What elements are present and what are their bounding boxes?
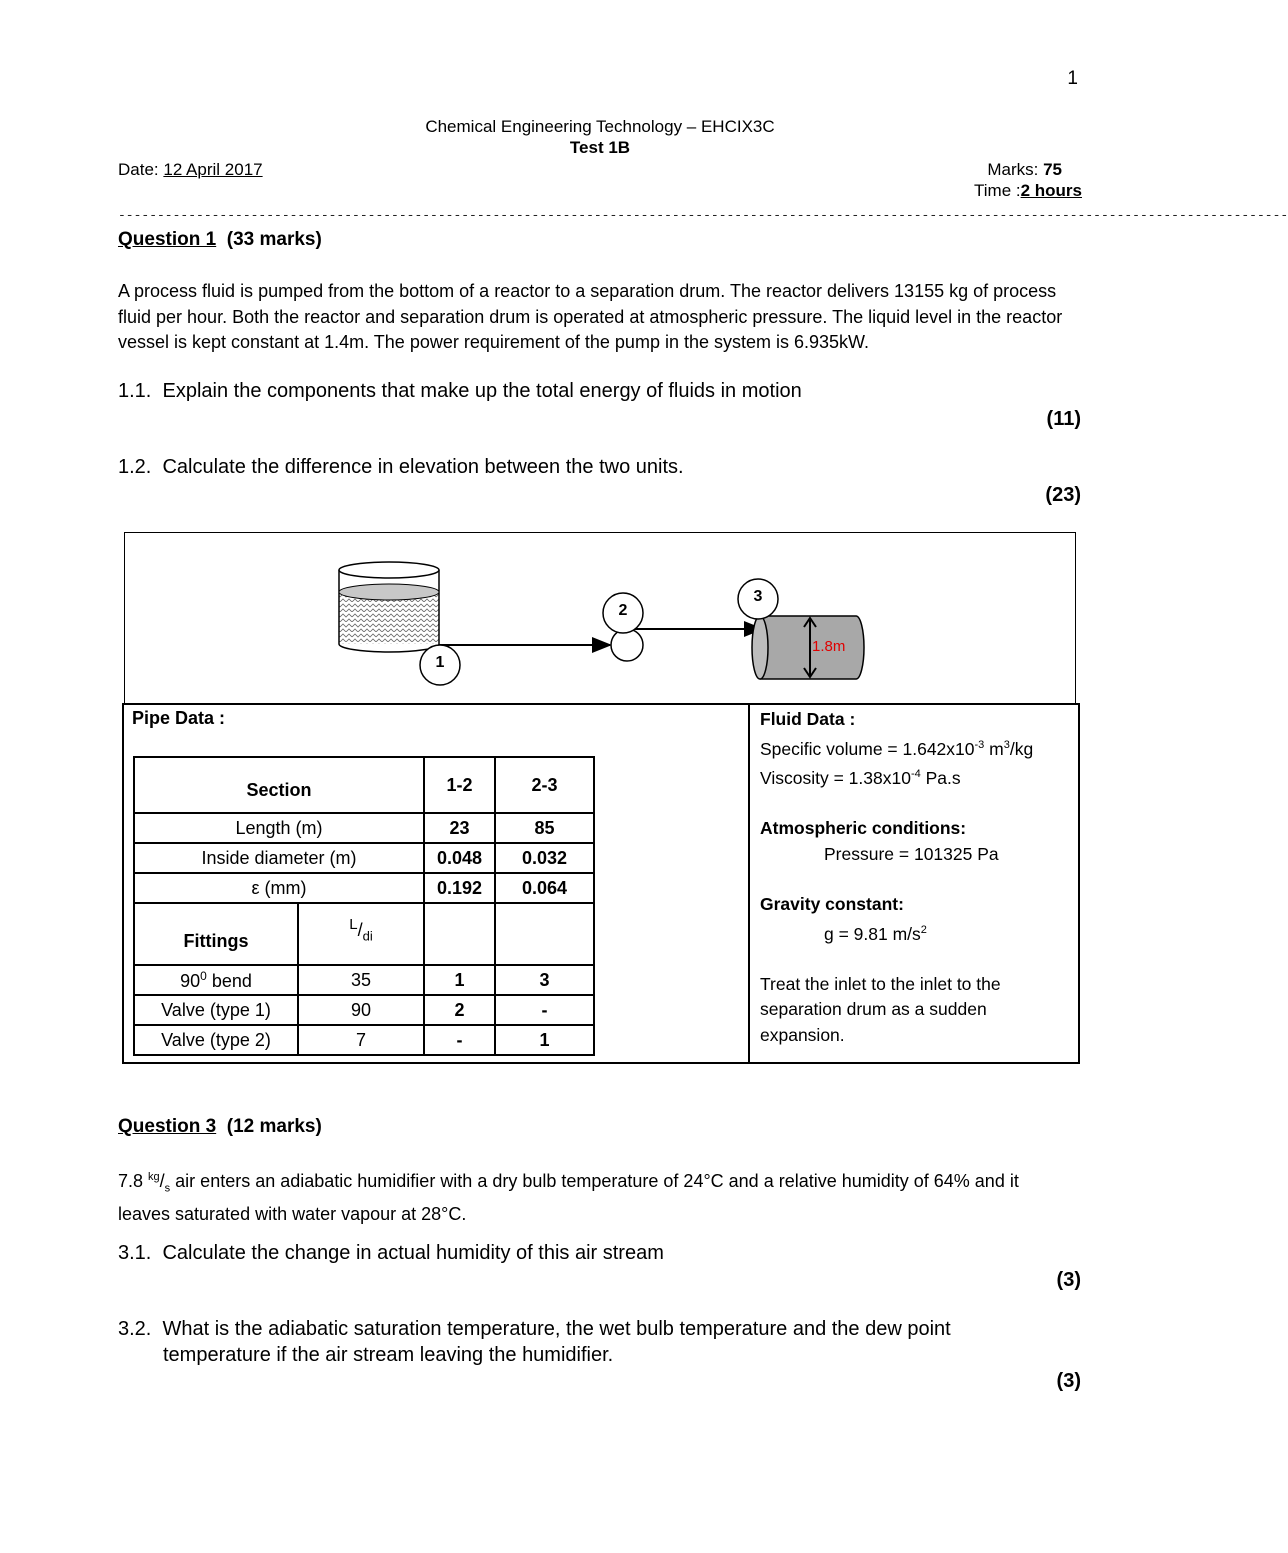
time-label: Time :: [974, 181, 1021, 200]
ld-di: di: [362, 928, 373, 944]
question-1-marks: (33 marks): [226, 229, 322, 250]
viscosity-unit: Pa.s: [920, 767, 961, 788]
cell-value: 1: [424, 965, 495, 995]
fitting-name-sup: 0: [200, 968, 207, 983]
pipe-data-table: [133, 756, 595, 1056]
table-row: [134, 965, 594, 995]
cell-value: 0.048: [424, 843, 495, 873]
specific-volume-unit: m: [984, 738, 1004, 759]
sub-question-text: Calculate the change in actual humidity of this air stream: [162, 1242, 664, 1264]
fitting-name-base: 90: [180, 970, 201, 991]
specific-volume: [760, 733, 1033, 762]
sudden-expansion-note: Treat the inlet to the inlet to the separation drum as a sudden expansion.: [760, 973, 1001, 1045]
question-3-marks: (12 marks): [226, 1116, 322, 1137]
cell-value: 2: [424, 995, 495, 1025]
fitting-name-rest: bend: [206, 970, 252, 991]
cell-value: -: [495, 995, 594, 1025]
pump-icon: [611, 629, 643, 661]
atmospheric-pressure: Pressure = 101325 Pa: [824, 843, 999, 864]
table-row: [134, 813, 594, 843]
cell-value: 23: [424, 813, 495, 843]
viscosity: [760, 762, 1033, 791]
cell-value: -: [424, 1025, 495, 1055]
cell-value: 0.032: [495, 843, 594, 873]
date-value: 12 April 2017: [163, 160, 263, 179]
sub-question-number: 1.2.: [118, 456, 152, 478]
sub-question-text: What is the adiabatic saturation temperature, the wet bulb temperature and the dew point: [162, 1318, 951, 1340]
point-label-3: 3: [753, 588, 763, 605]
test-title: Test 1B: [569, 138, 631, 157]
table-row: [134, 843, 594, 873]
date-line: [118, 160, 263, 180]
date-label: Date:: [118, 160, 164, 179]
fluid-data-title: Fluid Data :: [760, 709, 856, 729]
fluid-data-panel: [760, 707, 1033, 1048]
question-1-heading: [118, 229, 322, 251]
cell-value: 3: [495, 965, 594, 995]
gravity-text: g = 9.81 m/s: [824, 923, 921, 944]
sub-question-1-1-marks: (11): [1046, 408, 1081, 430]
atmospheric-title: Atmospheric conditions:: [760, 818, 967, 839]
header-section: Section: [134, 757, 424, 813]
time-line: [974, 181, 1082, 201]
header-1-2: 1-2: [424, 757, 495, 813]
question-1-title: Question 1: [118, 229, 217, 250]
cell-value: 0.064: [495, 873, 594, 903]
q3-flow-value: 7.8: [118, 1171, 149, 1191]
question-3-paragraph: [118, 1165, 1048, 1228]
question-3-heading: [118, 1116, 322, 1138]
drum-height-label: 1.8m: [812, 638, 846, 655]
row-label: ε (mm): [134, 873, 424, 903]
data-box-divider: [748, 705, 750, 1062]
empty-cell: [495, 903, 594, 965]
specific-volume-unit-exp: 3: [1003, 738, 1010, 751]
sub-question-text: Explain the components that make up the total energy of fluids in motion: [162, 380, 802, 402]
cell-value: 85: [495, 813, 594, 843]
specific-volume-text: Specific volume = 1.642x10: [760, 738, 975, 759]
sub-question-3-2-line2: temperature if the air stream leaving the humidifier.: [163, 1344, 614, 1366]
row-label: Length (m): [134, 813, 424, 843]
sub-question-number: 1.1.: [118, 380, 152, 402]
sub-question-1-2-marks: (23): [1045, 484, 1081, 506]
specific-volume-unit-rest: /kg: [1009, 738, 1034, 759]
ld-l: L: [349, 916, 358, 933]
header-2-3: 2-3: [495, 757, 594, 813]
process-diagram: [124, 532, 1076, 704]
table-header-row: [134, 757, 594, 813]
sub-question-1-2: [118, 456, 684, 479]
marks-value: 75: [1043, 160, 1062, 179]
fitting-name: Valve (type 2): [134, 1025, 298, 1055]
time-value: 2 hours: [1020, 181, 1082, 200]
specific-volume-exp: -3: [974, 738, 985, 751]
row-label: Inside diameter (m): [134, 843, 424, 873]
course-title: Chemical Engineering Technology – EHCIX3C: [425, 117, 775, 136]
table-row: [134, 873, 594, 903]
sub-question-1-1: [118, 380, 802, 403]
sub-question-3-1: [118, 1242, 664, 1265]
table-row: [134, 995, 594, 1025]
marks-line: [987, 160, 1062, 180]
reactor-tank: [339, 562, 439, 652]
cell-value: 1: [495, 1025, 594, 1055]
sub-question-text: Calculate the difference in elevation between the two units.: [162, 456, 684, 478]
q3-unit-kg: kg: [148, 1171, 160, 1183]
gravity-value: [760, 918, 1033, 947]
question-3-title: Question 3: [118, 1116, 217, 1137]
question-1-paragraph: A process fluid is pumped from the bottom of a reactor to a separation drum. The reactor delivers 13155 kg of process fluid per hour. Both the reactor and separation drum is operated at atmospheric pressure. The liquid level in the reactor vessel is kept constant at 1.4m. The power requirement of the pump in the system is 6.935kW.: [118, 281, 1063, 352]
fitting-name: Valve (type 1): [134, 995, 298, 1025]
fitting-ld: 90: [298, 995, 424, 1025]
sub-question-number: 3.2.: [118, 1318, 152, 1340]
point-label-1: 1: [435, 654, 445, 671]
fitting-ld: 7: [298, 1025, 424, 1055]
fitting-name: [134, 965, 298, 995]
dashed-divider: ------------------------------------------------------------------------------------------------------------------------------------------------------: [118, 208, 1288, 223]
table-row: [134, 1025, 594, 1055]
cell-value: 0.192: [424, 873, 495, 903]
gravity-title: Gravity constant:: [760, 894, 904, 915]
q3-unit-s: s: [164, 1182, 171, 1195]
pipe-data-title: Pipe Data :: [132, 708, 226, 728]
page-number: 1: [1067, 68, 1078, 89]
sub-question-3-2: [118, 1318, 951, 1341]
point-label-2: 2: [618, 602, 628, 619]
sub-question-3-2-marks: (3): [1056, 1370, 1081, 1392]
fittings-header-row: [134, 903, 594, 965]
q3-text: air enters an adiabatic humidifier with a dry bulb temperature of 24°C and a relative humidity of 64% and it leaves saturated with water vapour at 28°C.: [118, 1171, 1019, 1225]
q3-unit-slash: /: [159, 1171, 165, 1191]
viscosity-text: Viscosity = 1.38x10: [760, 767, 911, 788]
empty-cell: [424, 903, 495, 965]
ld-label: [298, 903, 424, 965]
gravity-exp: 2: [920, 923, 927, 936]
separation-drum: [752, 616, 864, 679]
ld-slash: /: [357, 920, 363, 940]
viscosity-exp: -4: [910, 767, 921, 780]
marks-label: Marks:: [987, 160, 1044, 179]
sub-question-number: 3.1.: [118, 1242, 152, 1264]
fitting-ld: 35: [298, 965, 424, 995]
fittings-label: Fittings: [134, 903, 298, 965]
sub-question-3-1-marks: (3): [1056, 1269, 1081, 1291]
